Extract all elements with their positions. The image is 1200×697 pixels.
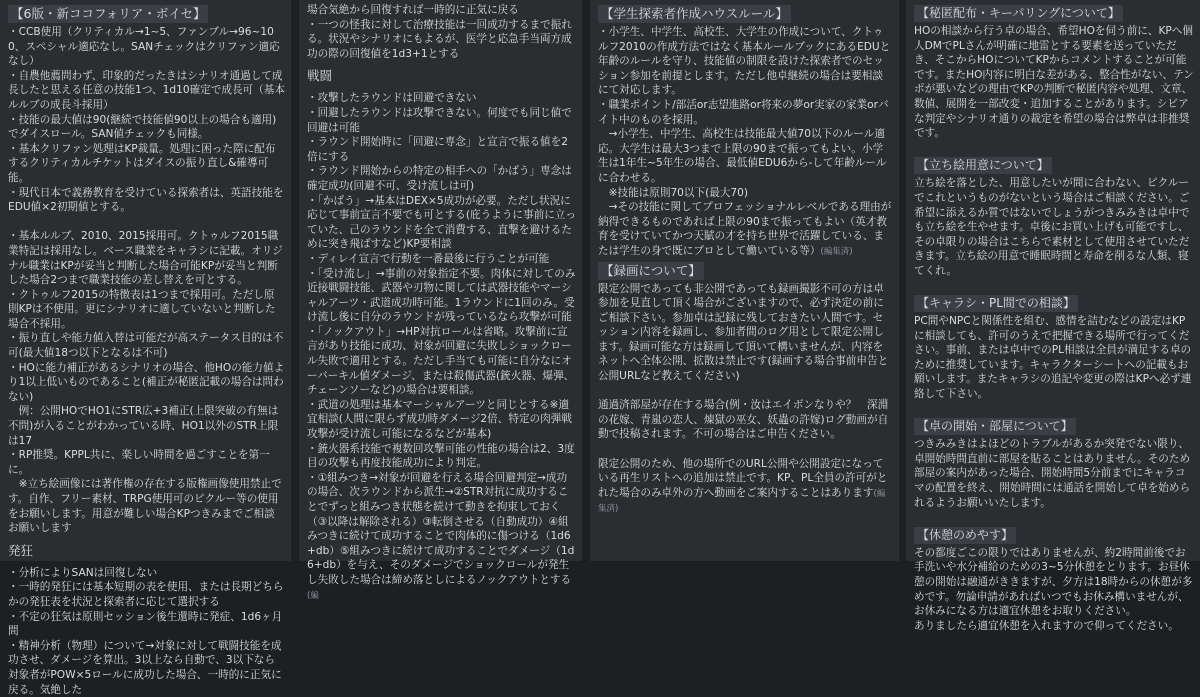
rule-text: 例：公開HOでHO1にSTR広+3補正(上限突破の有無は不問)が入ることがわかっている時、HO1以外のSTR上限は17: [8, 405, 279, 447]
rule-text: 通過済部屋が存在する場合(例・汝はエイボンなりや？ 深淵の花嫁、青嵐の恋人、煉獄の巫女、妖蟲の許嫁)ログ動画が自動で投稿されます。不可の場合はご申告ください。: [598, 399, 889, 441]
section-title-charasheet: 【キャラシ・PL間での相談】: [914, 295, 1078, 312]
rule-text: ・精神分析（物理）について→対象に対して戦闘技能を成功させ、ダメージを算出。3以上なら自動で、3以下なら対象者がPOW×5ロールに成功した場合、一時的に正気に戻る。気絶した: [8, 639, 282, 696]
rule-text: ・基本クリファン処理はKP裁量。処理に困った際に配布するクリティカルチケットはダイスの振り直し&確導可能。: [8, 142, 276, 184]
section-title-combat: 戦闘: [307, 68, 333, 84]
spacer: [598, 442, 893, 457]
rule-text: ・CCB使用（クリティカル→1~5、ファンブル→96~100、スペシャル適応なし。SANチェックはクリファン適応なし）: [8, 26, 280, 68]
rule-text: ・HOに能力補正があるシナリオの場合、他HOの能力値より1以上低いものであること(補正が秘匿記載の場合は問わない): [8, 361, 285, 403]
rules-panel-combat: [299, 0, 582, 601]
edited-marker: (編: [307, 590, 319, 601]
spacer: [914, 402, 1194, 417]
rule-text: ・自農他薦問わず、印象的だったきはシナリオ通過して成長したと思える任意の技能1つ、1d10確定で成長可（基本ルルブの成長斗採用）: [8, 69, 285, 111]
spacer: [914, 510, 1194, 525]
rule-text: ・「ノックアウト」→HP対抗ロールは省略。攻撃前に宣言があり技能に成功、対象が回避に失敗しショックロール失敗で適用とする。ただし手当ても可能に自分なにオーバーキル値ダメージ、または殺傷武器(銃火器、爆弾、チェーンソーなど)の場合は要相談。: [307, 325, 575, 397]
rule-text: ・武道の処理は基本マーシャルアーツと同じとする※適宜相談(人間に限らず成功時ダメージ2倍、特定の肉弾戦攻撃が受け流し可能になるなどが基本): [307, 398, 572, 441]
rule-text: ・不定の狂気は原則セッション後生還時に発症、1d6ヶ月間: [8, 610, 283, 638]
rule-text: ・一時的発狂には基本短期の表を使用、または長期どちらかの発狂表を状況と探索者に応じて選択する: [8, 581, 284, 608]
section-title-madness: 発狂: [8, 542, 34, 558]
rule-text: ・クトゥルフ2015の特徴表は1つまで採用可。ただし原則KPは不使用。更にシナリオに適していないと判断した場合不採用。: [8, 288, 276, 330]
rule-text-body: 限定公開のため、他の場所でのURL公開や公開設定になっている再生リストへの追加は禁止です。KP、PL全員の許可がとれた場合のみ卓外の方へ動画をご案内することはあります: [598, 457, 888, 499]
rule-text: ・ラウンド開始からの特定の相手への「かばう」専念は確定成功(回避不可、受け流しは可): [307, 165, 572, 192]
rule-text: [598, 457, 893, 517]
rule-text: [598, 200, 893, 259]
spacer: [8, 215, 285, 230]
rule-text: ・「受け流し」→事前の対象指定不要。肉体に対してのみ近接戦闘技能、武器や刃物に関しては武器技能やマーシャルアーツ・武道成功時可能。1ラウンドに1回のみ。受け流し後に自分のラウンドが残っているなら攻撃が可能: [307, 267, 576, 324]
edited-marker: (編集済): [820, 246, 853, 257]
rule-text: ・「かばう」→基本はDEX×5成功が必要。ただし状況に応じて事前宣言不要でも可とする(庇うように事前に立っていた、己のラウンドを全て消費する、直撃を避けるために突き飛ばすなど)KP要相談: [307, 194, 576, 251]
rule-text: ・職業ポイント/部活or志望進路or将来の夢or実家の家業orバイト中のものを採用。: [598, 98, 889, 126]
rule-text: ・小学生、中学生、高校生、大学生の作成について、クトゥルフ2010の作成方法ではなく基本ルールブックにあるEDUと年齢のルールを守り、技能値の制限を設けた探索者でのセッション参加を前提とします。ただし他卓継続の場合は要相談にて対応します。: [598, 26, 891, 97]
edited-marker: (編集済): [598, 488, 886, 515]
rule-text: ※立ち絵画像には著作権の存在する版権画像使用禁止です。自作、フリー素材、TRPG使用可のピクルー等の使用をお願いします。用意が難しい場合KPつきみまでご相談お願いします: [8, 478, 282, 535]
rule-text: ・攻撃したラウンドは回避できない: [307, 92, 477, 105]
rules-panel-system: [0, 0, 291, 696]
rule-text: ・分析によりSANは回復しない: [8, 566, 158, 579]
rule-text: ・ディレイ宣言で行動を一番最後に行うことが可能: [307, 252, 550, 265]
rule-text: [307, 471, 576, 603]
rule-text: その都度ごこの限りではありませんが、約2時間前後でお手洗いや水分補給のための3~5分休憩をとります。お昼休憩の開始は融通がききますが、夕方は18時からの休憩が多めです。勿論申請があればいつでもお休み構いませんが、お休みになる方は適宜休憩をお取りください。: [914, 546, 1193, 618]
rule-text: →小学生、中学生、高校生は技能最大値70以下のルール適応。大学生は最大3つまで上限の90まで振ってもよい。小学生は1年生~5年生の場合、最低値EDU6から-して年齢ルールに合わせる。: [598, 128, 887, 184]
rule-text: 限定公開であっても非公開であっても録画撮影不可の方は卓参加を見直して頂く場合がございますので、必ず決定の前にご相談下さい。参加卓は記録に残しておきたい人間です。セッション内容を録画し、参加者間のログ用として限定公開します。録画可能な方は録画して頂いて構いませんが、内容をネットへ全体公開、拡散は禁止です(録画する場合事前申告と公開URLなど教えてください): [598, 282, 889, 383]
rule-text: 場合気絶から回復すれば一時的に正気に戻る: [307, 4, 519, 16]
rule-text: 立ち絵を落とした、用意したいが間に合わない、ピクルーでこれというものがないという場合はご相談ください。ご希望に添えるか質ではないでしょうがつきみみきは卓中でも立ち絵を生やせます。卓後にお買い上げも可能ですし、その卓限りの場合はこちらで素材として使用させていただきます。立ち絵の用意で睡眠時間と寿命を削るな人類、寝てくれ。: [914, 177, 1190, 277]
rule-text: ※技能は原則70以下(最大70): [598, 186, 749, 199]
rule-text: HOの相談から行う卓の場合、希望HOを伺う前に、KPへ個人DMでPLさんが明確に地雷とする要素を送っていただき、そこからHOについてKPからコメントすることが可能です。またHO内容に明白な差がある、整合性がない、テンポが悪いなどの理由でKPの判断で秘匿内容や処理、文章、数値、展開を一部改変・追加することがあります。シビアな判定やシナリオ通りの裁定を希望の場合は弊卓は非推奨です。: [914, 25, 1194, 140]
section-title-recording: 【録画について】: [598, 262, 704, 280]
rule-text: ありましたら適宜休憩を入れますので仰ってください。: [914, 619, 1179, 632]
rule-text: ・銃火器系技能で複数回攻撃可能の性能の場合は2、3度目の攻撃も再度技能成功により判定。: [307, 442, 575, 470]
rule-text: ・ラウンド開始時に「回避に専念」と宣言で振る値を2倍にする: [307, 136, 568, 163]
section-title-students: 【学生探索者作成ハウスルール】: [598, 5, 791, 23]
section-title-system: 【6版・新ココフォリア・ボイセ】: [8, 5, 208, 23]
spacer: [914, 141, 1194, 156]
rule-text: ・基本ルルブ、2010、2015採用可。クトゥルフ2015職業特記は採用なし。ベース職業をキャラシに記載。オリジナル職業はKPが妥当と判断した場合可能KPが妥当と判断した場合2つまで職業技能の差し替えを可とする。: [8, 230, 283, 287]
rules-panel-session: [906, 0, 1200, 632]
spacer: [598, 384, 893, 399]
rule-text-body: →その技能に関してプロフェッショナルレベルである理由が納得できるものであれば上限の90まで振ってもよい（英才教育を受けていてかつ天賦の才を持ち世界で活躍している、または学生の身で既にプロとして働いている等）: [598, 201, 892, 257]
rule-text: ・技能の最大値は90(継続で技能値90以上の場合も適用)でダイスロール。SAN値チェックも同様。: [8, 113, 277, 141]
section-title-break: 【休憩のめやす】: [914, 527, 1016, 544]
rule-text: ・一つの怪我に対して治療技能は一回成功するまで振れる。状況やシナリオにもよるが、医学と応急手当両方成功の際の回復値を1d3+1とする: [307, 18, 572, 60]
rule-text: ・RP推奨。KPPL共に、楽しい時間を過ごすことを第一に。: [8, 449, 270, 476]
rules-panel-students-recording: [590, 0, 899, 561]
rule-text-body: ・①組みつき→対象が回避を行える場合回避判定→成功の場合、次ラウンドから派生→②STR対抗に成功することでずっと組みつき状態を続けて動きを拘束しておく（③以降は解除される）③転倒させる（自動成功）④組みつきに続けて成功することで肉体的に傷つける（1d6+db）⑤組みつきに続けて成功することでダメージ（1d6+db）を与え、そのダメージでショックロールが発生し失敗した場合は締め落としによるノックアウトとする: [307, 471, 575, 586]
rule-text: ・回避したラウンドは攻撃できない。何度でも同じ値で回避は可能: [307, 106, 572, 134]
spacer: [914, 279, 1194, 294]
rule-text: つきみみきはよほどのトラブルがあるか突発でない限り、卓開始時間直前に部屋を貼ることはありません。そのため部屋の案内があった場合、開始時間5分前までにキャラコマの配置を終え、開始時間には通話を開始して卓を始められるようお願いいたします。: [914, 438, 1191, 509]
rule-text: ・現代日本で義務教育を受けている探索者は、英語技能をEDU値×2初期値とする。: [8, 186, 284, 214]
section-title-secret-handout: 【秘匿配布・キーパリングについて】: [914, 5, 1123, 22]
rule-text: ・振り直しや能力値入替は可能だが高ステータス目的は不可(最大値18つ以下となるは不可): [8, 332, 284, 360]
section-title-standing-art: 【立ち絵用意について】: [914, 157, 1052, 174]
rule-text: PC間やNPCと関係性を組む、感情を詰むなどの設定はKPに相談しても、許可のうえで把握できる場所で行ってください。事前、または卓中でのPL相談は全員が満足する卓のために推奨しています。キャラクターシートへの記載もお願いします。またキャラシの追記や変更の際はKPへ必ず連絡して下さい。: [914, 315, 1192, 401]
section-title-room-start: 【卓の開始・部屋について】: [914, 418, 1076, 435]
